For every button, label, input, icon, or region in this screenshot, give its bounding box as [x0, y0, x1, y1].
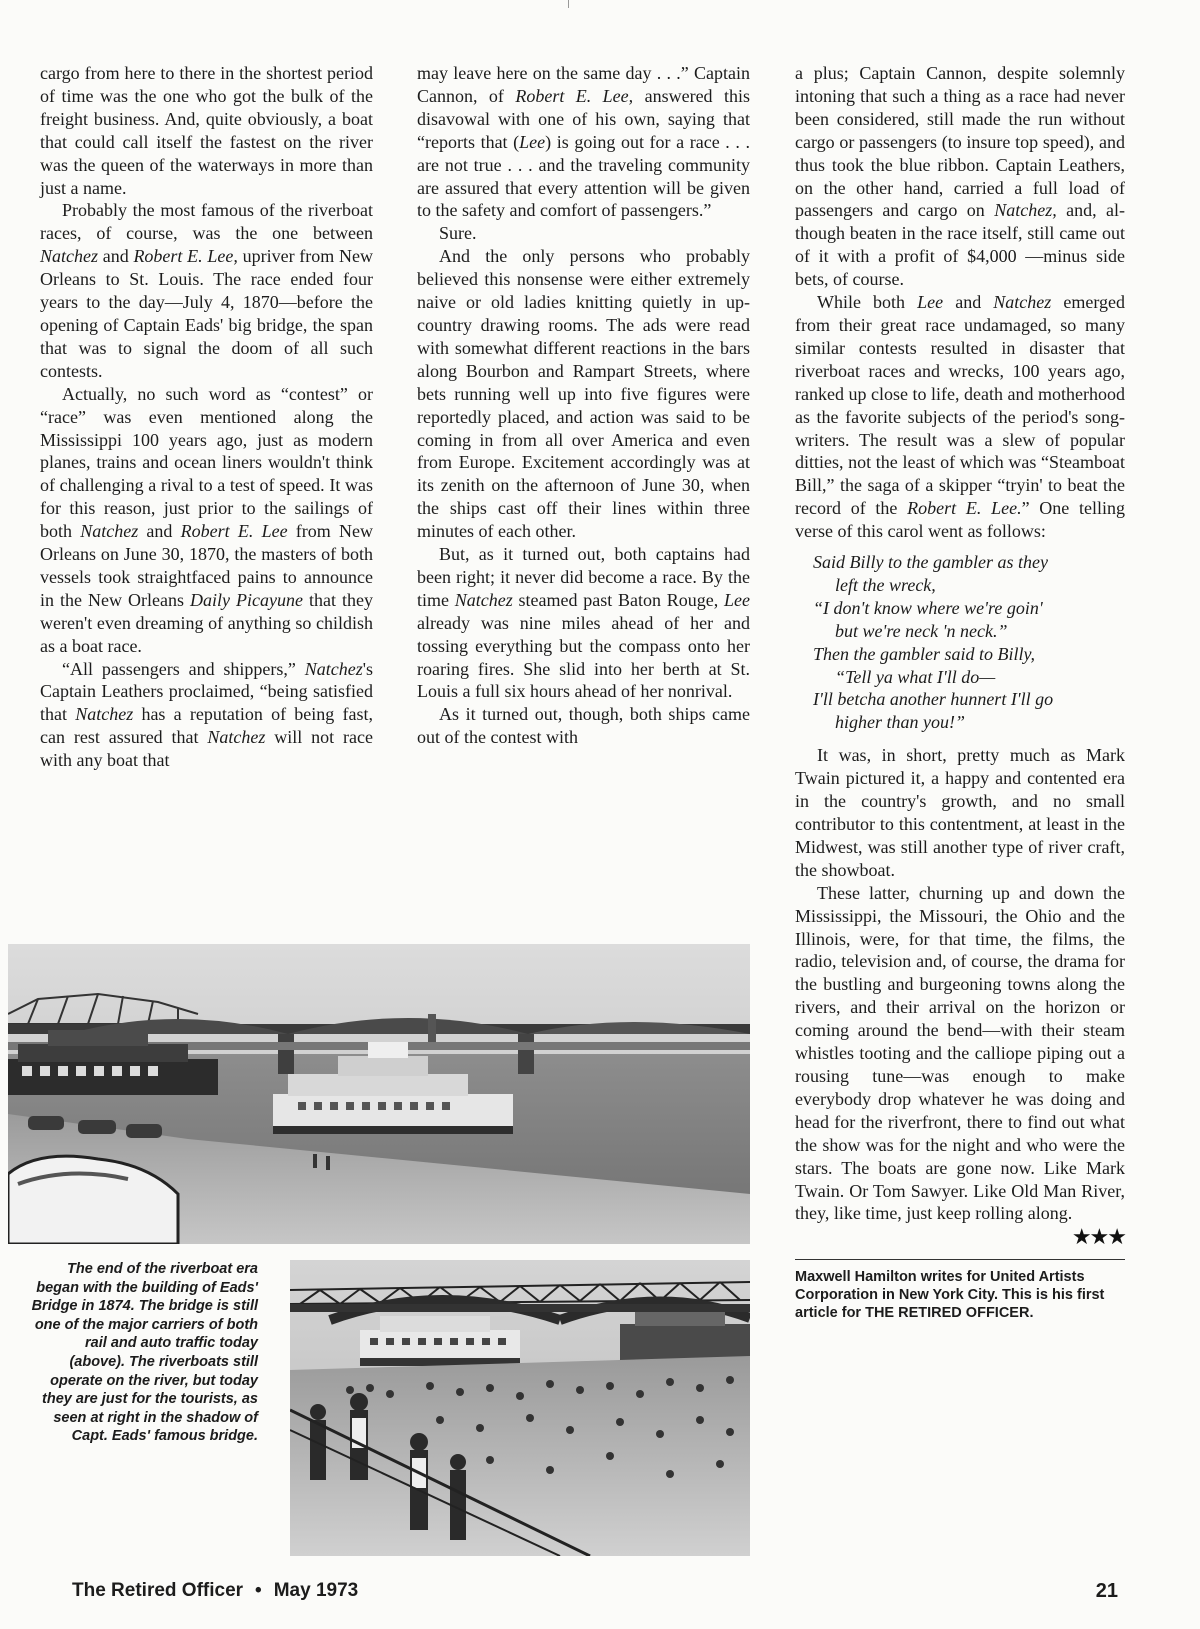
paragraph: may leave here on the same day . . .” Captain Cannon, of Robert E. Lee, answered this disavowal with one of his own, saying that “reports that (Lee) is going out for a race . . . are not true . . . and the traveling community are assured that every attention will be given to the safety and comfort of passengers.”: [417, 63, 750, 221]
divider: [795, 1259, 1125, 1260]
paragraph: Sure.: [439, 223, 477, 244]
author-bio: Maxwell Hamilton writes for United Artists Corporation in New York City. This is his first article for THE RETIRED OFFICER.: [795, 1269, 1105, 1322]
verse-line: I'll betcha another hunnert I'll go: [813, 689, 1054, 710]
page-edge-mark: [568, 0, 569, 8]
paragraph: It was, in short, pretty much as Mark Twain pictured it, a happy and contented era in the country's growth, and no small contributor to this contentment, at least in the Midwest, was still another type of river craft, the showboat.: [795, 745, 1125, 880]
verse-line: but we're neck 'n neck.”: [835, 620, 1008, 641]
end-of-article-stars: ★★★: [1071, 1224, 1125, 1250]
footer-publication: [72, 1580, 358, 1602]
footer-bullet: •: [255, 1580, 262, 1601]
paragraph: These latter, churning up and down the Mississippi, the Missouri, the Ohio and the Illinois, were, for that time, the films, the radio, television and, of course, the drama for the bustling and burgeoning towns along the rivers, and their arrival on the horizon or coming around the bend—with their steam whistles tooting and the calliope piping out a rousing tune—was enough to make everybody drop whatever he was doing and head for the riverfront, there to find out what the show was for the night and who were the stars. The boats are gone now. Like Mark Twain. Or Tom Sawyer. Like Old Man River, they, like time, just keep rolling along.: [795, 882, 1125, 1224]
magazine-title: The Retired Officer: [72, 1580, 244, 1601]
paragraph: “All passengers and shippers,” Natchez's Captain Leathers proclaimed, “being satisfied that Natchez has a reputation of being fast, can rest assured that Natchez will not race with any boat that: [40, 658, 373, 771]
paragraph: Probably the most famous of the riverboat races, of course, was the one between Natchez and Robert E. Lee, upriver from New Orleans to St. Louis. The race ended four years to the day—July 4, 1870—before the opening of Captain Eads' big bridge, the span that was to signal the doom of all such contests.: [40, 200, 373, 381]
issue-date: May 1973: [273, 1580, 359, 1601]
verse-line: Then the gambler said to Billy,: [813, 643, 1035, 664]
song-verse: [813, 551, 1125, 734]
article-column-1: [40, 62, 373, 772]
verse-line: “Tell ya what I'll do—: [835, 666, 996, 687]
photo-caption: The end of the riverboat era began with the building of Eads' Bridge in 1874. The bridge is still one of the major carriers of both rail and auto traffic today (above). The riverboats still operate on the river, but today they are just for the tourists, as seen at right in the shadow of Capt. Eads' famous bridge.: [31, 1261, 258, 1445]
paragraph: As it turned out, though, both ships came out of the contest with: [417, 704, 750, 748]
paragraph: And the only persons who probably believed this nonsense were either extremely naive or old ladies knitting quietly in up-country drawing rooms. The ads were read with somewhat different reactions in the bars along Bourbon and Rampart Streets, where bets running well up into five figures were reportedly placed, and action was said to be coming in from all over America and even from Europe. Excitement accordingly was at its zenith on the afternoon of June 30, when the ships cast off their lines within three minutes of each other.: [417, 246, 750, 542]
eads-bridge-riverboats-photo: [8, 944, 750, 1244]
riverfront-crowd-photo: [290, 1260, 750, 1556]
verse-line: higher than you!”: [835, 712, 965, 733]
paragraph: Actually, no such word as “contest” or “race” was even mentioned along the Mississippi 100 years ago, just as modern planes, trains and ocean liners wouldn't think of challenging a rival to a test of speed. It was for this reason, just prior to the sailings of both Natchez and Robert E. Lee from New Orleans on June 30, 1870, the masters of both vessels took straightfaced pains to announce in the New Orleans Daily Picayune that they weren't even dreaming of anything so childish as a boat race.: [40, 383, 373, 656]
page-number: 21: [1095, 1580, 1118, 1602]
article-column-2: [417, 62, 750, 749]
paragraph: While both Lee and Natchez emerged from their great race undamaged, so many similar contests resulted in disaster that riverboat races and wrecks, 100 years ago, ranked up close to life, death and motherhood as the favorite subjects of the period's song-writers. The result was a slew of popular ditties, not the least of which was “Steamboat Bill,” the saga of a skipper “tryin' to beat the record of the Robert E. Lee.” One telling verse of this carol went as follows:: [795, 292, 1125, 542]
article-column-3: [795, 62, 1125, 1322]
paragraph: a plus; Captain Cannon, despite solemnly intoning that such a thing as a race had never been considered, still made the run without cargo or passengers (to insure top speed), and thus took the blue ribbon. Captain Leathers, on the other hand, carried a full load of passengers and cargo on Natchez, and, although beaten in the race itself, still came out of it with a profit of $4,000 —minus side bets, of course.: [795, 63, 1125, 290]
paragraph: But, as it turned out, both captains had been right; it never did become a race. By the time Natchez steamed past Baton Rouge, Lee already was nine miles ahead of her and tossing everything but the compass onto her roaring fires. She slid into her berth at St. Louis a full six hours ahead of her nonrival.: [417, 544, 750, 702]
verse-line: left the wreck,: [835, 574, 936, 595]
verse-line: “I don't know where we're goin': [813, 597, 1043, 618]
paragraph: cargo from here to there in the shortest period of time was the one who got the bulk of the freight business. And, quite obviously, a boat that could call itself the fastest on the river was the queen of the waterways in more than just a name.: [40, 63, 373, 198]
verse-line: Said Billy to the gambler as they: [813, 552, 1048, 573]
